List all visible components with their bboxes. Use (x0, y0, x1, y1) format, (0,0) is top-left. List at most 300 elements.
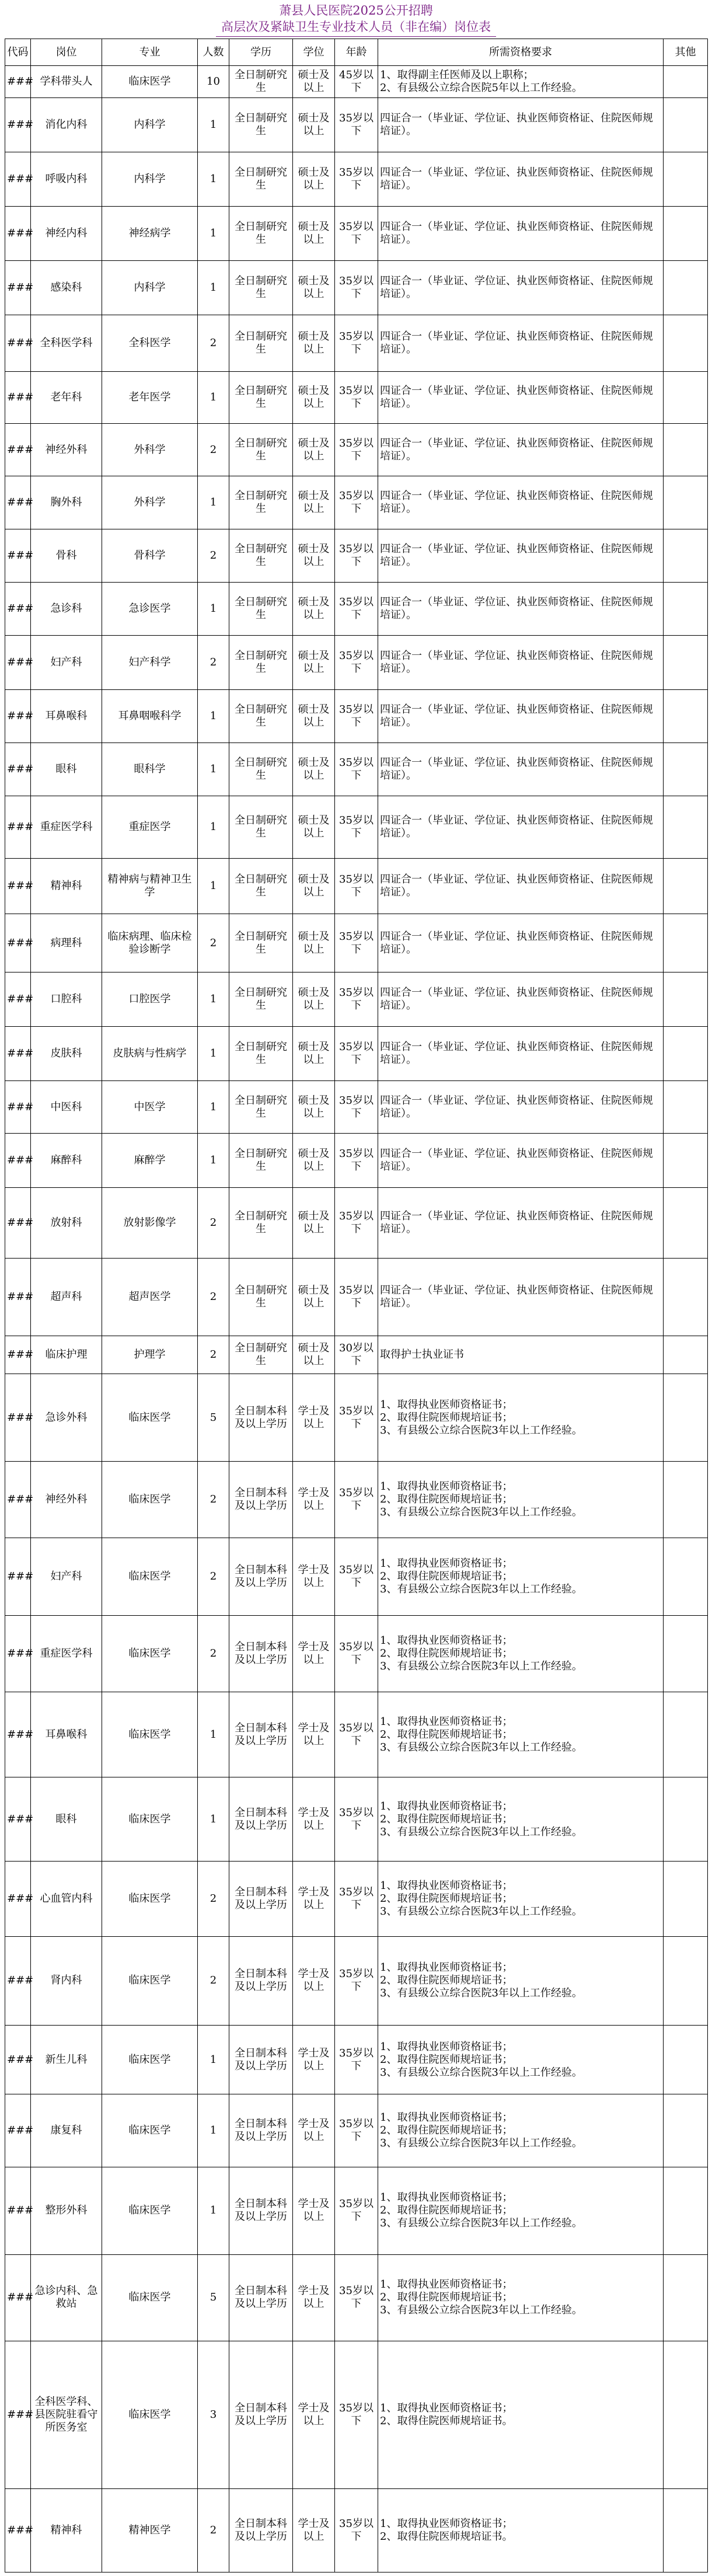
cell-degree: 硕士及以上 (293, 914, 335, 972)
requirement-line: 2、取得住院医师规培证书； (380, 1812, 513, 1825)
requirement-line: 2、取得住院医师规培证书； (380, 1570, 513, 1583)
header-age: 年龄 (335, 39, 378, 66)
cell-requirements (378, 97, 664, 152)
cell-major: 放射影像学 (102, 1188, 198, 1258)
cell-post: 皮肤科 (31, 1026, 102, 1080)
cell-code: ### (5, 1692, 31, 1777)
cell-count: 1 (198, 97, 229, 152)
cell-requirements (378, 2254, 664, 2341)
cell-post: 骨科 (31, 529, 102, 583)
table-row (5, 583, 708, 636)
cell-count: 5 (198, 2254, 229, 2341)
cell-education: 全日制研究生 (229, 1188, 293, 1258)
cell-age: 35岁以下 (335, 1538, 378, 1616)
cell-age: 35岁以下 (335, 689, 378, 743)
cell-education: 全日制本科及以上学历 (229, 2094, 293, 2167)
cell-post: 妇产科 (31, 1538, 102, 1616)
cell-major: 临床医学 (102, 66, 198, 98)
header-other: 其他 (664, 39, 708, 66)
title-block (0, 0, 712, 41)
cell-degree: 硕士及以上 (293, 1258, 335, 1336)
cell-other (664, 260, 708, 315)
requirement-line: 2、取得住院医师规培证书； (380, 2053, 513, 2066)
cell-education: 全日制本科及以上学历 (229, 1936, 293, 2025)
cell-age: 35岁以下 (335, 2254, 378, 2341)
requirement-line: 四证合一（毕业证、学位证、执业医师资格证、住院医师规培证）。 (380, 1148, 653, 1173)
requirement-line: 四证合一（毕业证、学位证、执业医师资格证、住院医师规培证）。 (380, 490, 653, 515)
cell-count: 2 (198, 1616, 229, 1692)
cell-post: 放射科 (31, 1188, 102, 1258)
table-row (5, 1336, 708, 1374)
cell-degree: 学士及以上 (293, 1692, 335, 1777)
cell-education: 全日制研究生 (229, 859, 293, 914)
cell-degree: 硕士及以上 (293, 743, 335, 796)
cell-requirements (378, 423, 664, 476)
cell-count: 1 (198, 2167, 229, 2254)
requirement-line: 1、取得执业医师资格证书； (380, 1800, 513, 1812)
cell-post: 中医科 (31, 1080, 102, 1134)
requirement-line: 2、取得住院医师规培证书； (380, 1493, 513, 1506)
cell-education: 全日制研究生 (229, 1258, 293, 1336)
cell-requirements (378, 66, 664, 98)
table-row (5, 1462, 708, 1538)
cell-post: 麻醉科 (31, 1134, 102, 1188)
cell-post: 胸外科 (31, 476, 102, 529)
requirement-line: 2、取得住院医师规培证书； (380, 2124, 513, 2136)
cell-degree: 硕士及以上 (293, 1026, 335, 1080)
cell-other (664, 2341, 708, 2489)
cell-other (664, 1462, 708, 1538)
cell-count: 2 (198, 529, 229, 583)
requirement-line: 2、取得住院医师规培证书。 (380, 2414, 513, 2427)
cell-major: 眼科学 (102, 743, 198, 796)
cell-age: 35岁以下 (335, 97, 378, 152)
cell-age: 35岁以下 (335, 2489, 378, 2572)
cell-major: 临床医学 (102, 1692, 198, 1777)
requirement-line: 四证合一（毕业证、学位证、执业医师资格证、住院医师规培证）。 (380, 649, 653, 675)
cell-other (664, 97, 708, 152)
cell-major: 临床医学 (102, 1861, 198, 1936)
cell-major: 临床医学 (102, 1374, 198, 1462)
cell-other (664, 743, 708, 796)
cell-requirements (378, 1026, 664, 1080)
cell-requirements (378, 1080, 664, 1134)
cell-count: 1 (198, 1080, 229, 1134)
cell-code: ### (5, 152, 31, 206)
cell-count: 2 (198, 1462, 229, 1538)
cell-code: ### (5, 1336, 31, 1374)
cell-education: 全日制本科及以上学历 (229, 2167, 293, 2254)
cell-code: ### (5, 315, 31, 371)
cell-major: 骨科学 (102, 529, 198, 583)
requirement-line: 3、有县级公立综合医院3年以上工作经验。 (380, 1987, 582, 2000)
cell-other (664, 1616, 708, 1692)
cell-degree: 硕士及以上 (293, 529, 335, 583)
cell-count: 2 (198, 1861, 229, 1936)
cell-requirements (378, 1258, 664, 1336)
cell-education: 全日制本科及以上学历 (229, 2489, 293, 2572)
cell-post: 神经外科 (31, 423, 102, 476)
cell-major: 妇产科学 (102, 636, 198, 690)
cell-code: ### (5, 1462, 31, 1538)
table-row (5, 972, 708, 1026)
cell-post: 神经内科 (31, 206, 102, 260)
cell-other (664, 1258, 708, 1336)
requirement-line: 3、有县级公立综合医院3年以上工作经验。 (380, 2066, 582, 2079)
requirement-line: 四证合一（毕业证、学位证、执业医师资格证、住院医师规培证）。 (380, 330, 653, 355)
cell-requirements (378, 1134, 664, 1188)
cell-other (664, 2094, 708, 2167)
cell-education: 全日制本科及以上学历 (229, 2341, 293, 2489)
cell-post: 全科医学科 (31, 315, 102, 371)
requirement-line: 3、有县级公立综合医院3年以上工作经验。 (380, 1825, 582, 1838)
requirement-line: 取得护士执业证书 (380, 1348, 464, 1361)
cell-requirements (378, 2489, 664, 2572)
table-row (5, 152, 708, 206)
cell-major: 护理学 (102, 1336, 198, 1374)
cell-requirements (378, 2167, 664, 2254)
cell-major: 临床医学 (102, 1936, 198, 2025)
cell-age: 35岁以下 (335, 1080, 378, 1134)
cell-other (664, 1692, 708, 1777)
requirement-line: 四证合一（毕业证、学位证、执业医师资格证、住院医师规培证）。 (380, 543, 653, 569)
cell-other (664, 529, 708, 583)
cell-age: 35岁以下 (335, 260, 378, 315)
requirement-line: 四证合一（毕业证、学位证、执业医师资格证、住院医师规培证）。 (380, 437, 653, 462)
cell-education: 全日制研究生 (229, 260, 293, 315)
cell-post: 康复科 (31, 2094, 102, 2167)
requirement-line: 1、取得执业医师资格证书； (380, 1961, 513, 1974)
cell-requirements (378, 1777, 664, 1862)
cell-age: 35岁以下 (335, 1861, 378, 1936)
cell-requirements (378, 1538, 664, 1616)
cell-age: 35岁以下 (335, 529, 378, 583)
cell-age: 35岁以下 (335, 1777, 378, 1862)
requirement-line: 1、取得执业医师资格证书； (380, 2518, 513, 2530)
cell-age: 35岁以下 (335, 743, 378, 796)
requirement-line: 1、取得执业医师资格证书； (380, 2040, 513, 2053)
requirement-line: 1、取得执业医师资格证书； (380, 1715, 513, 1728)
cell-code: ### (5, 2341, 31, 2489)
cell-other (664, 2254, 708, 2341)
requirement-line: 1、取得执业医师资格证书； (380, 1398, 513, 1411)
requirement-line: 3、有县级公立综合医院3年以上工作经验。 (380, 2217, 582, 2230)
cell-count: 2 (198, 1188, 229, 1258)
cell-code: ### (5, 371, 31, 423)
table-row (5, 1026, 708, 1080)
table-row (5, 2025, 708, 2094)
requirement-line: 3、有县级公立综合医院3年以上工作经验。 (380, 1583, 582, 1596)
cell-education: 全日制研究生 (229, 371, 293, 423)
cell-major: 临床医学 (102, 1462, 198, 1538)
cell-count: 1 (198, 152, 229, 206)
requirement-line: 四证合一（毕业证、学位证、执业医师资格证、住院医师规培证）。 (380, 166, 653, 191)
cell-code: ### (5, 476, 31, 529)
cell-requirements (378, 260, 664, 315)
table-row (5, 1134, 708, 1188)
cell-code: ### (5, 260, 31, 315)
requirement-line: 3、有县级公立综合医院3年以上工作经验。 (380, 2304, 582, 2317)
cell-other (664, 796, 708, 859)
cell-requirements (378, 636, 664, 690)
cell-count: 5 (198, 1374, 229, 1462)
cell-requirements (378, 914, 664, 972)
cell-major: 老年医学 (102, 371, 198, 423)
cell-other (664, 1538, 708, 1616)
header-requirements: 所需资格要求 (378, 39, 664, 66)
table-row (5, 1188, 708, 1258)
requirement-line: 1、取得执业医师资格证书； (380, 1480, 513, 1493)
cell-count: 2 (198, 1936, 229, 2025)
cell-major: 内科学 (102, 152, 198, 206)
table-row (5, 2167, 708, 2254)
cell-code: ### (5, 1188, 31, 1258)
cell-education: 全日制本科及以上学历 (229, 2025, 293, 2094)
cell-requirements (378, 1336, 664, 1374)
cell-degree: 学士及以上 (293, 2167, 335, 2254)
cell-degree: 硕士及以上 (293, 97, 335, 152)
cell-post: 急诊科 (31, 583, 102, 636)
requirement-line: 3、有县级公立综合医院3年以上工作经验。 (380, 1905, 582, 1918)
cell-other (664, 476, 708, 529)
requirement-line: 1、取得执业医师资格证书； (380, 2191, 513, 2204)
cell-major: 超声医学 (102, 1258, 198, 1336)
cell-age: 35岁以下 (335, 2167, 378, 2254)
cell-count: 1 (198, 1134, 229, 1188)
positions-table (5, 39, 708, 2572)
cell-major: 内科学 (102, 97, 198, 152)
cell-age: 35岁以下 (335, 423, 378, 476)
requirement-line: 四证合一（毕业证、学位证、执业医师资格证、住院医师规培证）。 (380, 1094, 653, 1120)
cell-post: 临床护理 (31, 1336, 102, 1374)
cell-major: 精神医学 (102, 2489, 198, 2572)
cell-post: 急诊内科、急救站 (31, 2254, 102, 2341)
requirement-line: 1、取得副主任医师及以上职称； (380, 68, 534, 81)
requirement-line: 1、取得执业医师资格证书； (380, 1557, 513, 1570)
cell-count: 1 (198, 2094, 229, 2167)
cell-major: 急诊医学 (102, 583, 198, 636)
cell-other (664, 1374, 708, 1462)
cell-degree: 学士及以上 (293, 1861, 335, 1936)
cell-other (664, 1080, 708, 1134)
cell-age: 35岁以下 (335, 1616, 378, 1692)
cell-education: 全日制研究生 (229, 529, 293, 583)
cell-education: 全日制研究生 (229, 1134, 293, 1188)
requirement-line: 3、有县级公立综合医院3年以上工作经验。 (380, 1506, 582, 1519)
cell-count: 2 (198, 423, 229, 476)
cell-code: ### (5, 1616, 31, 1692)
cell-code: ### (5, 66, 31, 98)
cell-age: 35岁以下 (335, 796, 378, 859)
cell-degree: 学士及以上 (293, 1538, 335, 1616)
cell-degree: 学士及以上 (293, 2341, 335, 2489)
cell-education: 全日制研究生 (229, 796, 293, 859)
cell-count: 1 (198, 1692, 229, 1777)
cell-other (664, 2025, 708, 2094)
cell-education: 全日制研究生 (229, 583, 293, 636)
cell-code: ### (5, 1258, 31, 1336)
cell-age: 35岁以下 (335, 1936, 378, 2025)
cell-code: ### (5, 1134, 31, 1188)
cell-count: 2 (198, 315, 229, 371)
table-row (5, 914, 708, 972)
cell-major: 神经病学 (102, 206, 198, 260)
cell-code: ### (5, 2167, 31, 2254)
cell-major: 外科学 (102, 476, 198, 529)
cell-degree: 学士及以上 (293, 1936, 335, 2025)
cell-code: ### (5, 2254, 31, 2341)
cell-code: ### (5, 743, 31, 796)
cell-requirements (378, 689, 664, 743)
header-count: 人数 (198, 39, 229, 66)
requirement-line: 2、取得住院医师规培证书； (380, 1728, 513, 1741)
cell-requirements (378, 2341, 664, 2489)
page-subtitle: 高层次及紧缺卫生专业技术人员（非在编）岗位表 (221, 20, 491, 34)
cell-education: 全日制本科及以上学历 (229, 1861, 293, 1936)
cell-requirements (378, 583, 664, 636)
requirement-line: 1、取得执业医师资格证书； (380, 2278, 513, 2291)
cell-age: 35岁以下 (335, 206, 378, 260)
cell-major: 口腔医学 (102, 972, 198, 1026)
requirement-line: 四证合一（毕业证、学位证、执业医师资格证、住院医师规培证）。 (380, 1210, 653, 1236)
cell-count: 1 (198, 796, 229, 859)
cell-education: 全日制本科及以上学历 (229, 2254, 293, 2341)
cell-age: 35岁以下 (335, 1188, 378, 1258)
cell-age: 35岁以下 (335, 636, 378, 690)
cell-count: 1 (198, 206, 229, 260)
cell-major: 临床医学 (102, 1616, 198, 1692)
table-row (5, 796, 708, 859)
cell-major: 临床医学 (102, 1777, 198, 1862)
table-row (5, 1692, 708, 1777)
cell-requirements (378, 476, 664, 529)
cell-requirements (378, 859, 664, 914)
cell-education: 全日制本科及以上学历 (229, 1616, 293, 1692)
cell-degree: 硕士及以上 (293, 972, 335, 1026)
cell-degree: 硕士及以上 (293, 371, 335, 423)
cell-count: 2 (198, 2489, 229, 2572)
cell-code: ### (5, 859, 31, 914)
table-row (5, 2254, 708, 2341)
cell-education: 全日制研究生 (229, 1080, 293, 1134)
cell-age: 35岁以下 (335, 2025, 378, 2094)
cell-requirements (378, 743, 664, 796)
cell-age: 35岁以下 (335, 2341, 378, 2489)
cell-education: 全日制研究生 (229, 206, 293, 260)
requirement-line: 四证合一（毕业证、学位证、执业医师资格证、住院医师规培证）。 (380, 703, 653, 728)
cell-count: 1 (198, 689, 229, 743)
cell-degree: 学士及以上 (293, 2094, 335, 2167)
cell-code: ### (5, 2025, 31, 2094)
cell-education: 全日制研究生 (229, 689, 293, 743)
cell-age: 30岁以下 (335, 1336, 378, 1374)
requirement-line: 2、取得住院医师规培证书； (380, 1974, 513, 1987)
header-code: 代码 (5, 39, 31, 66)
cell-degree: 硕士及以上 (293, 1080, 335, 1134)
cell-major: 全科医学 (102, 315, 198, 371)
cell-age: 35岁以下 (335, 371, 378, 423)
cell-post: 老年科 (31, 371, 102, 423)
cell-count: 1 (198, 260, 229, 315)
cell-requirements (378, 1936, 664, 2025)
cell-code: ### (5, 97, 31, 152)
table-row (5, 1777, 708, 1862)
cell-post: 病理科 (31, 914, 102, 972)
cell-major: 临床医学 (102, 2094, 198, 2167)
requirement-line: 四证合一（毕业证、学位证、执业医师资格证、住院医师规培证）。 (380, 930, 653, 956)
cell-other (664, 1936, 708, 2025)
cell-post: 重症医学科 (31, 796, 102, 859)
cell-post: 超声科 (31, 1258, 102, 1336)
table-row (5, 636, 708, 690)
requirement-line: 四证合一（毕业证、学位证、执业医师资格证、住院医师规培证）。 (380, 384, 653, 410)
cell-degree: 硕士及以上 (293, 689, 335, 743)
cell-requirements (378, 1462, 664, 1538)
cell-degree: 硕士及以上 (293, 423, 335, 476)
cell-post: 眼科 (31, 1777, 102, 1862)
cell-other (664, 1777, 708, 1862)
cell-degree: 硕士及以上 (293, 1336, 335, 1374)
requirement-line: 四证合一（毕业证、学位证、执业医师资格证、住院医师规培证）。 (380, 986, 653, 1012)
cell-other (664, 152, 708, 206)
cell-code: ### (5, 689, 31, 743)
table-row (5, 689, 708, 743)
cell-code: ### (5, 583, 31, 636)
cell-code: ### (5, 636, 31, 690)
cell-major: 耳鼻咽喉科学 (102, 689, 198, 743)
cell-post: 急诊外科 (31, 1374, 102, 1462)
cell-education: 全日制研究生 (229, 423, 293, 476)
table-row (5, 1538, 708, 1616)
cell-degree: 硕士及以上 (293, 315, 335, 371)
cell-code: ### (5, 914, 31, 972)
header-major: 专业 (102, 39, 198, 66)
cell-count: 2 (198, 1258, 229, 1336)
cell-age: 35岁以下 (335, 1692, 378, 1777)
cell-degree: 学士及以上 (293, 1777, 335, 1862)
cell-requirements (378, 1692, 664, 1777)
table-row (5, 260, 708, 315)
cell-count: 2 (198, 636, 229, 690)
cell-other (664, 1336, 708, 1374)
cell-degree: 硕士及以上 (293, 152, 335, 206)
requirement-line: 3、有县级公立综合医院3年以上工作经验。 (380, 1424, 582, 1437)
cell-requirements (378, 1616, 664, 1692)
cell-education: 全日制本科及以上学历 (229, 1777, 293, 1862)
cell-education: 全日制研究生 (229, 315, 293, 371)
cell-education: 全日制研究生 (229, 636, 293, 690)
table-body (5, 66, 708, 2572)
requirement-line: 四证合一（毕业证、学位证、执业医师资格证、住院医师规培证）。 (380, 596, 653, 622)
cell-code: ### (5, 2094, 31, 2167)
cell-degree: 硕士及以上 (293, 1134, 335, 1188)
cell-post: 精神科 (31, 2489, 102, 2572)
cell-degree: 学士及以上 (293, 2254, 335, 2341)
requirement-line: 1、取得执业医师资格证书； (380, 1879, 513, 1892)
cell-major: 临床医学 (102, 2254, 198, 2341)
table-row (5, 1861, 708, 1936)
cell-age: 35岁以下 (335, 315, 378, 371)
cell-count: 1 (198, 743, 229, 796)
table-row (5, 97, 708, 152)
cell-age: 35岁以下 (335, 1374, 378, 1462)
cell-degree: 学士及以上 (293, 1462, 335, 1538)
cell-code: ### (5, 1374, 31, 1462)
cell-post: 全科医学科、县医院驻看守所医务室 (31, 2341, 102, 2489)
title-underline (216, 36, 496, 37)
cell-major: 精神病与精神卫生学 (102, 859, 198, 914)
cell-age: 35岁以下 (335, 2094, 378, 2167)
